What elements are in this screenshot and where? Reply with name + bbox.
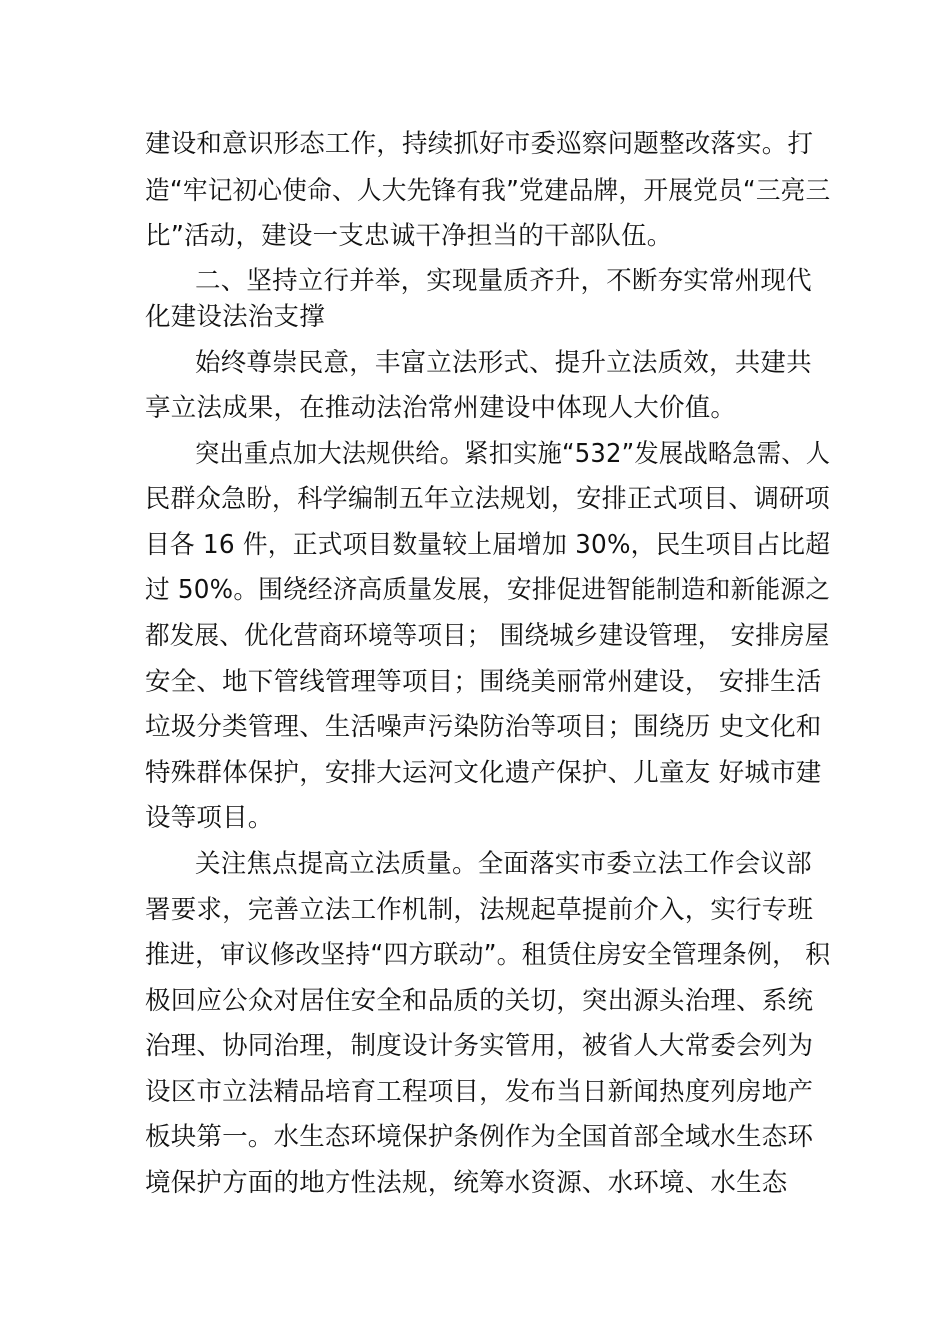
text-line: 治理、协同治理，制度设计务实管用，被省人大常委会列为 — [145, 1031, 814, 1061]
text-line: 过 50%。围绕经济高质量发展，安排促进智能制造和新能源之 — [145, 575, 831, 605]
text-line: 极回应公众对居住安全和品质的关切，突出源头治理、系统 — [145, 986, 814, 1016]
text-line: 目各 16 件，正式项目数量较上届增加 30%，民生项目占比超 — [145, 530, 831, 560]
section-heading-line: 二、坚持立行并举，实现量质齐升，不断夯实常州现代 — [195, 266, 812, 296]
text-line: 设等项目。 — [145, 803, 274, 833]
text-line: 造“牢记初心使命、人大先锋有我”党建品牌，开展党员“三亮三 — [145, 176, 831, 206]
text-line: 始终尊崇民意，丰富立法形式、提升立法质效，共建共 — [195, 348, 812, 378]
text-line: 享立法成果，在推动法治常州建设中体现人大价值。 — [145, 393, 737, 423]
text-line: 安全、地下管线管理等项目；围绕美丽常州建设， 安排生活 — [145, 667, 822, 697]
text-line: 民群众急盼，科学编制五年立法规划，安排正式项目、调研项 — [145, 484, 830, 514]
text-line: 设区市立法精品培育工程项目，发布当日新闻热度列房地产 — [145, 1077, 814, 1107]
text-line: 垃圾分类管理、生活噪声污染防治等项目；围绕历 史文化和 — [145, 712, 822, 742]
text-line: 境保护方面的地方性法规，统筹水资源、水环境、水生态 — [145, 1168, 788, 1198]
text-line: 板块第一。水生态环境保护条例作为全国首部全域水生态环 — [145, 1122, 814, 1152]
text-line: 特殊群体保护，安排大运河文化遗产保护、儿童友 好城市建 — [145, 758, 822, 788]
text-line: 都发展、优化营商环境等项目； 围绕城乡建设管理， 安排房屋 — [145, 621, 830, 651]
text-line: 突出重点加大法规供给。紧扣实施“532”发展战略急需、人 — [195, 439, 831, 469]
text-line: 关注焦点提高立法质量。全面落实市委立法工作会议部 — [195, 849, 812, 879]
text-line: 推进，审议修改坚持“四方联动”。租赁住房安全管理条例， 积 — [145, 940, 831, 970]
text-line: 比”活动，建设一支忠诚干净担当的干部队伍。 — [145, 221, 673, 251]
text-line: 建设和意识形态工作，持续抓好市委巡察问题整改落实。打 — [145, 129, 814, 159]
section-heading-line: 化建设法治支撑 — [145, 302, 325, 332]
text-line: 署要求，完善立法工作机制，法规起草提前介入，实行专班 — [145, 895, 814, 925]
